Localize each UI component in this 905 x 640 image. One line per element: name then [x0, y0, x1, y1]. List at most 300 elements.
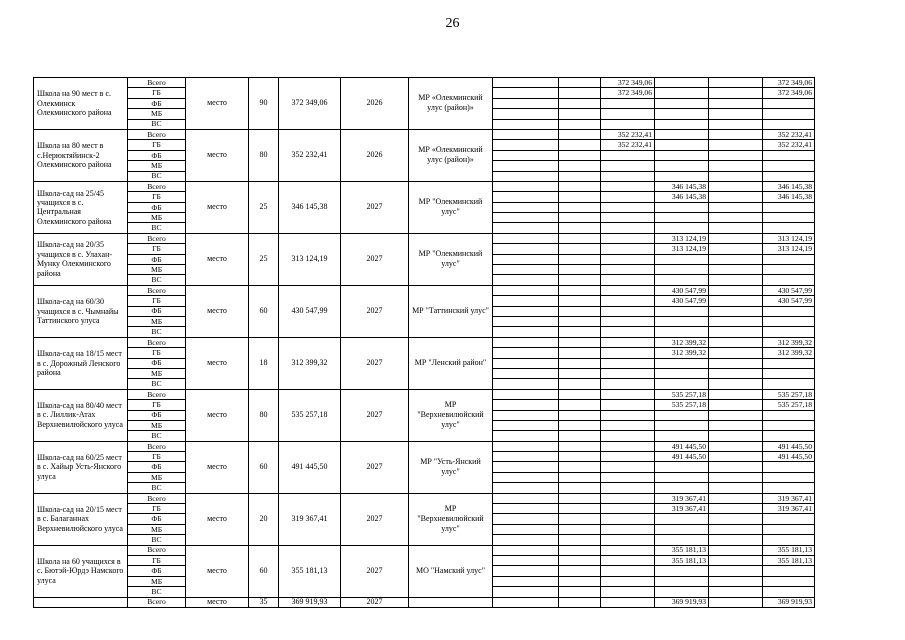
source-label: Всего [128, 493, 186, 503]
empty-cell [709, 244, 763, 254]
unit-cell: место [186, 78, 249, 130]
table-row [34, 181, 815, 191]
table-row [34, 78, 815, 88]
unit-cell: место [186, 181, 249, 233]
year-cell: 2027 [341, 337, 409, 389]
year-2027-amount: 491 445,50 [655, 452, 709, 462]
footer-label: Всего [128, 597, 186, 607]
source-label: МБ [128, 472, 186, 482]
year-2027-amount [655, 420, 709, 430]
project-name: Школа-сад на 20/15 мест в с. Балаганнах Верхневилюйского улуса [34, 493, 128, 545]
empty-cell [493, 452, 559, 462]
capacity-cell: 60 [249, 441, 279, 493]
empty-cell [493, 88, 559, 98]
empty-cell [493, 202, 559, 212]
unit-cell: место [186, 129, 249, 181]
empty-cell [709, 285, 763, 295]
year-2026-amount [601, 514, 655, 524]
empty-cell [559, 119, 601, 129]
empty-cell [493, 441, 559, 451]
total-amount [763, 265, 815, 275]
year-2027-amount [655, 316, 709, 326]
total-amount [763, 410, 815, 420]
empty-cell [493, 129, 559, 139]
year-2026-amount [601, 400, 655, 410]
table-row [34, 129, 815, 139]
year-2027-amount [655, 129, 709, 139]
cost-cell: 312 399,32 [279, 337, 341, 389]
empty-cell [493, 576, 559, 586]
table-row [34, 389, 815, 399]
total-amount: 491 445,50 [763, 441, 815, 451]
empty-cell [709, 129, 763, 139]
year-2026-amount [601, 244, 655, 254]
empty-cell [493, 462, 559, 472]
footer-year: 2027 [341, 597, 409, 607]
year-2027-amount: 319 367,41 [655, 493, 709, 503]
empty-cell [493, 316, 559, 326]
empty-cell [709, 306, 763, 316]
empty-cell [559, 202, 601, 212]
source-label: ВС [128, 587, 186, 597]
year-2026-amount [601, 285, 655, 295]
owner-cell: МО "Намский улус" [409, 545, 493, 597]
year-cell: 2027 [341, 389, 409, 441]
year-2027-amount: 430 547,99 [655, 285, 709, 295]
year-2026-amount [601, 368, 655, 378]
year-2027-amount: 491 445,50 [655, 441, 709, 451]
year-2026-amount [601, 223, 655, 233]
year-2027-amount [655, 566, 709, 576]
empty-cell [493, 150, 559, 160]
unit-cell: место [186, 285, 249, 337]
owner-cell: МР "Олекминский улус" [409, 181, 493, 233]
table-row [34, 493, 815, 503]
year-2026-amount [601, 566, 655, 576]
unit-cell: место [186, 493, 249, 545]
total-amount: 535 257,18 [763, 400, 815, 410]
year-2026-amount [601, 587, 655, 597]
capacity-cell: 80 [249, 389, 279, 441]
year-2027-amount: 319 367,41 [655, 504, 709, 514]
total-amount [763, 587, 815, 597]
total-amount: 372 349,06 [763, 88, 815, 98]
project-name: Школа-сад на 80/40 мест в с. Лиллик-Атах Верхневилюйского улуса [34, 389, 128, 441]
source-label: МБ [128, 109, 186, 119]
source-label: ГБ [128, 192, 186, 202]
source-label: Всего [128, 545, 186, 555]
empty-cell [493, 192, 559, 202]
empty-cell [709, 524, 763, 534]
year-2027-amount [655, 576, 709, 586]
empty-cell [559, 265, 601, 275]
cost-cell: 352 232,41 [279, 129, 341, 181]
empty-cell [559, 587, 601, 597]
source-label: Всего [128, 129, 186, 139]
total-amount [763, 524, 815, 534]
year-2026-amount [601, 296, 655, 306]
empty-cell [709, 171, 763, 181]
total-amount [763, 119, 815, 129]
year-cell: 2027 [341, 493, 409, 545]
empty-cell [709, 316, 763, 326]
empty-cell [559, 462, 601, 472]
source-label: ГБ [128, 555, 186, 565]
year-2027-amount: 312 399,32 [655, 337, 709, 347]
year-cell: 2026 [341, 78, 409, 130]
source-label: ГБ [128, 348, 186, 358]
empty-cell [493, 223, 559, 233]
total-amount: 535 257,18 [763, 389, 815, 399]
empty-cell [493, 389, 559, 399]
empty-cell [559, 597, 601, 607]
total-amount: 312 399,32 [763, 348, 815, 358]
source-label: ГБ [128, 504, 186, 514]
year-2026-amount [601, 109, 655, 119]
empty-cell [709, 98, 763, 108]
empty-cell [559, 192, 601, 202]
table-row [34, 545, 815, 555]
empty-cell [493, 171, 559, 181]
empty-cell [559, 493, 601, 503]
empty-cell [709, 483, 763, 493]
empty-cell [559, 129, 601, 139]
empty-cell [709, 109, 763, 119]
empty-cell [493, 555, 559, 565]
empty-cell [493, 161, 559, 171]
capacity-cell: 25 [249, 233, 279, 285]
year-2027-amount [655, 275, 709, 285]
year-2027-amount: 313 124,19 [655, 233, 709, 243]
empty-cell [559, 78, 601, 88]
year-2027-amount [655, 223, 709, 233]
empty-cell [601, 597, 655, 607]
cost-cell: 535 257,18 [279, 389, 341, 441]
empty-cell [493, 587, 559, 597]
empty-cell [709, 368, 763, 378]
empty-cell [493, 410, 559, 420]
owner-cell: МР "Олекминский улус" [409, 233, 493, 285]
year-2027-amount [655, 472, 709, 482]
year-2027-amount [655, 462, 709, 472]
empty-cell [493, 535, 559, 545]
empty-cell [559, 316, 601, 326]
project-name: Школа-сад на 25/45 учащихся в с. Центральная Олекминского района [34, 181, 128, 233]
cost-cell: 372 349,06 [279, 78, 341, 130]
year-2027-amount: 535 257,18 [655, 400, 709, 410]
table-row [34, 233, 815, 243]
empty-cell [493, 254, 559, 264]
empty-cell [493, 524, 559, 534]
project-name: Школа-сад на 60/30 учащихся в с. Чымнайы Таттинского улуса [34, 285, 128, 337]
empty-cell [559, 181, 601, 191]
total-amount [763, 462, 815, 472]
source-label: ФБ [128, 202, 186, 212]
year-2027-amount [655, 140, 709, 150]
year-cell: 2027 [341, 181, 409, 233]
total-amount [763, 327, 815, 337]
empty-cell [493, 181, 559, 191]
cost-cell: 491 445,50 [279, 441, 341, 493]
footer-unit: место [186, 597, 249, 607]
year-2027-amount [655, 202, 709, 212]
page-number: 26 [445, 16, 460, 31]
year-2027-amount [655, 306, 709, 316]
empty-cell [709, 452, 763, 462]
year-2026-amount [601, 213, 655, 223]
year-2027-amount [655, 483, 709, 493]
owner-cell: МР "Верхневилюйский улус" [409, 493, 493, 545]
year-2026-amount [601, 202, 655, 212]
empty-cell [559, 431, 601, 441]
year-cell: 2027 [341, 545, 409, 597]
empty-cell [709, 119, 763, 129]
total-amount: 319 367,41 [763, 504, 815, 514]
capacity-cell: 25 [249, 181, 279, 233]
total-amount [763, 420, 815, 430]
total-amount [763, 368, 815, 378]
empty-cell [559, 441, 601, 451]
total-amount: 355 181,13 [763, 555, 815, 565]
empty-cell [493, 213, 559, 223]
year-2026-amount: 372 349,06 [601, 78, 655, 88]
year-2027-amount: 355 181,13 [655, 555, 709, 565]
footer-capacity: 35 [249, 597, 279, 607]
empty-cell [559, 524, 601, 534]
total-amount [763, 306, 815, 316]
total-amount: 313 124,19 [763, 244, 815, 254]
empty-cell [493, 400, 559, 410]
empty-cell [493, 109, 559, 119]
year-2026-amount [601, 150, 655, 160]
year-2027-amount [655, 410, 709, 420]
total-amount [763, 275, 815, 285]
year-cell: 2027 [341, 441, 409, 493]
total-amount: 352 232,41 [763, 129, 815, 139]
year-2027-amount: 355 181,13 [655, 545, 709, 555]
table-row [34, 441, 815, 451]
year-2026-amount [601, 504, 655, 514]
year-2027-amount [655, 161, 709, 171]
total-amount [763, 535, 815, 545]
source-label: ФБ [128, 514, 186, 524]
year-2026-amount [601, 524, 655, 534]
source-label: ВС [128, 327, 186, 337]
empty-cell [559, 327, 601, 337]
empty-cell [709, 223, 763, 233]
source-label: ГБ [128, 88, 186, 98]
year-2026-amount [601, 555, 655, 565]
source-label: ВС [128, 379, 186, 389]
unit-cell: место [186, 389, 249, 441]
source-label: ВС [128, 483, 186, 493]
source-label: ФБ [128, 462, 186, 472]
empty-cell [493, 379, 559, 389]
empty-cell [709, 514, 763, 524]
year-2026-amount [601, 348, 655, 358]
capacity-cell: 60 [249, 285, 279, 337]
empty-cell [493, 545, 559, 555]
year-2026-amount [601, 441, 655, 451]
empty-cell [34, 597, 128, 607]
empty-cell [709, 327, 763, 337]
year-2026-amount [601, 254, 655, 264]
year-2026-amount [601, 337, 655, 347]
owner-cell: МР «Олекминский улус (район)» [409, 129, 493, 181]
total-amount: 313 124,19 [763, 233, 815, 243]
empty-cell [709, 597, 763, 607]
year-2026-amount [601, 389, 655, 399]
source-label: ГБ [128, 244, 186, 254]
empty-cell [709, 587, 763, 597]
year-2027-amount [655, 254, 709, 264]
year-2026-amount: 352 232,41 [601, 129, 655, 139]
empty-cell [559, 400, 601, 410]
empty-cell [709, 379, 763, 389]
empty-cell [559, 296, 601, 306]
year-2026-amount [601, 327, 655, 337]
total-amount [763, 472, 815, 482]
empty-cell [709, 275, 763, 285]
empty-cell [559, 472, 601, 482]
year-2026-amount [601, 545, 655, 555]
source-label: ГБ [128, 452, 186, 462]
year-2027-amount [655, 327, 709, 337]
year-2027-amount [655, 379, 709, 389]
year-2027-amount: 535 257,18 [655, 389, 709, 399]
year-2027-amount [655, 514, 709, 524]
year-2027-amount [655, 535, 709, 545]
year-2026-amount [601, 410, 655, 420]
empty-cell [709, 192, 763, 202]
empty-cell [493, 296, 559, 306]
unit-cell: место [186, 441, 249, 493]
empty-cell [709, 202, 763, 212]
year-2026-amount [601, 119, 655, 129]
empty-cell [559, 566, 601, 576]
empty-cell [493, 140, 559, 150]
year-2026-amount [601, 420, 655, 430]
year-2026-amount [601, 161, 655, 171]
year-2026-amount [601, 483, 655, 493]
year-2026-amount: 372 349,06 [601, 88, 655, 98]
year-2027-amount [655, 109, 709, 119]
source-label: МБ [128, 524, 186, 534]
capacity-cell: 18 [249, 337, 279, 389]
unit-cell: место [186, 233, 249, 285]
source-label: ВС [128, 431, 186, 441]
source-label: Всего [128, 441, 186, 451]
empty-cell [559, 244, 601, 254]
empty-cell [493, 327, 559, 337]
source-label: ВС [128, 223, 186, 233]
owner-cell: МР "Усть-Янский улус" [409, 441, 493, 493]
source-label: Всего [128, 337, 186, 347]
empty-cell [709, 296, 763, 306]
year-2027-amount [655, 213, 709, 223]
year-2026-amount [601, 306, 655, 316]
empty-cell [493, 244, 559, 254]
empty-cell [559, 555, 601, 565]
cost-cell: 313 124,19 [279, 233, 341, 285]
source-label: ФБ [128, 566, 186, 576]
empty-cell [559, 410, 601, 420]
empty-cell [493, 285, 559, 295]
empty-cell [493, 514, 559, 524]
empty-cell [709, 78, 763, 88]
empty-cell [559, 306, 601, 316]
empty-cell [709, 566, 763, 576]
source-label: ГБ [128, 400, 186, 410]
source-label: Всего [128, 181, 186, 191]
empty-cell [493, 483, 559, 493]
empty-cell [493, 368, 559, 378]
year-2027-amount [655, 150, 709, 160]
source-label: ФБ [128, 306, 186, 316]
year-2026-amount [601, 431, 655, 441]
year-2027-amount: 313 124,19 [655, 244, 709, 254]
owner-cell: МР «Олекминский улус (район)» [409, 78, 493, 130]
empty-cell [559, 576, 601, 586]
year-cell: 2026 [341, 129, 409, 181]
project-name: Школа на 60 учащихся в с. Бютэй-Юрдэ Намского улуса [34, 545, 128, 597]
empty-cell [709, 493, 763, 503]
year-2027-amount [655, 431, 709, 441]
empty-cell [559, 379, 601, 389]
capacity-cell: 90 [249, 78, 279, 130]
owner-cell: МР "Ленский район" [409, 337, 493, 389]
year-2027-amount [655, 368, 709, 378]
footer-cost: 369 919,93 [279, 597, 341, 607]
empty-cell [709, 88, 763, 98]
total-amount [763, 316, 815, 326]
year-2026-amount [601, 452, 655, 462]
year-2026-amount [601, 493, 655, 503]
empty-cell [493, 597, 559, 607]
year-2026-amount [601, 275, 655, 285]
empty-cell [709, 358, 763, 368]
empty-cell [559, 233, 601, 243]
empty-cell [559, 223, 601, 233]
source-label: Всего [128, 233, 186, 243]
year-2026-amount [601, 576, 655, 586]
total-amount [763, 213, 815, 223]
year-2026-amount [601, 358, 655, 368]
empty-cell [709, 337, 763, 347]
empty-cell [493, 98, 559, 108]
year-2027-amount: 312 399,32 [655, 348, 709, 358]
total-amount: 491 445,50 [763, 452, 815, 462]
empty-cell [709, 410, 763, 420]
source-label: МБ [128, 368, 186, 378]
year-2026-amount [601, 535, 655, 545]
unit-cell: место [186, 545, 249, 597]
year-2027-amount [655, 265, 709, 275]
empty-cell [709, 254, 763, 264]
year-2026-amount [601, 379, 655, 389]
empty-cell [709, 389, 763, 399]
empty-cell [559, 171, 601, 181]
source-label: МБ [128, 265, 186, 275]
total-amount [763, 431, 815, 441]
total-amount: 319 367,41 [763, 493, 815, 503]
empty-cell [559, 368, 601, 378]
owner-cell: МР "Верхневилюйский улус" [409, 389, 493, 441]
empty-cell [709, 545, 763, 555]
investment-table [33, 77, 815, 608]
empty-cell [709, 400, 763, 410]
total-amount: 346 145,38 [763, 192, 815, 202]
